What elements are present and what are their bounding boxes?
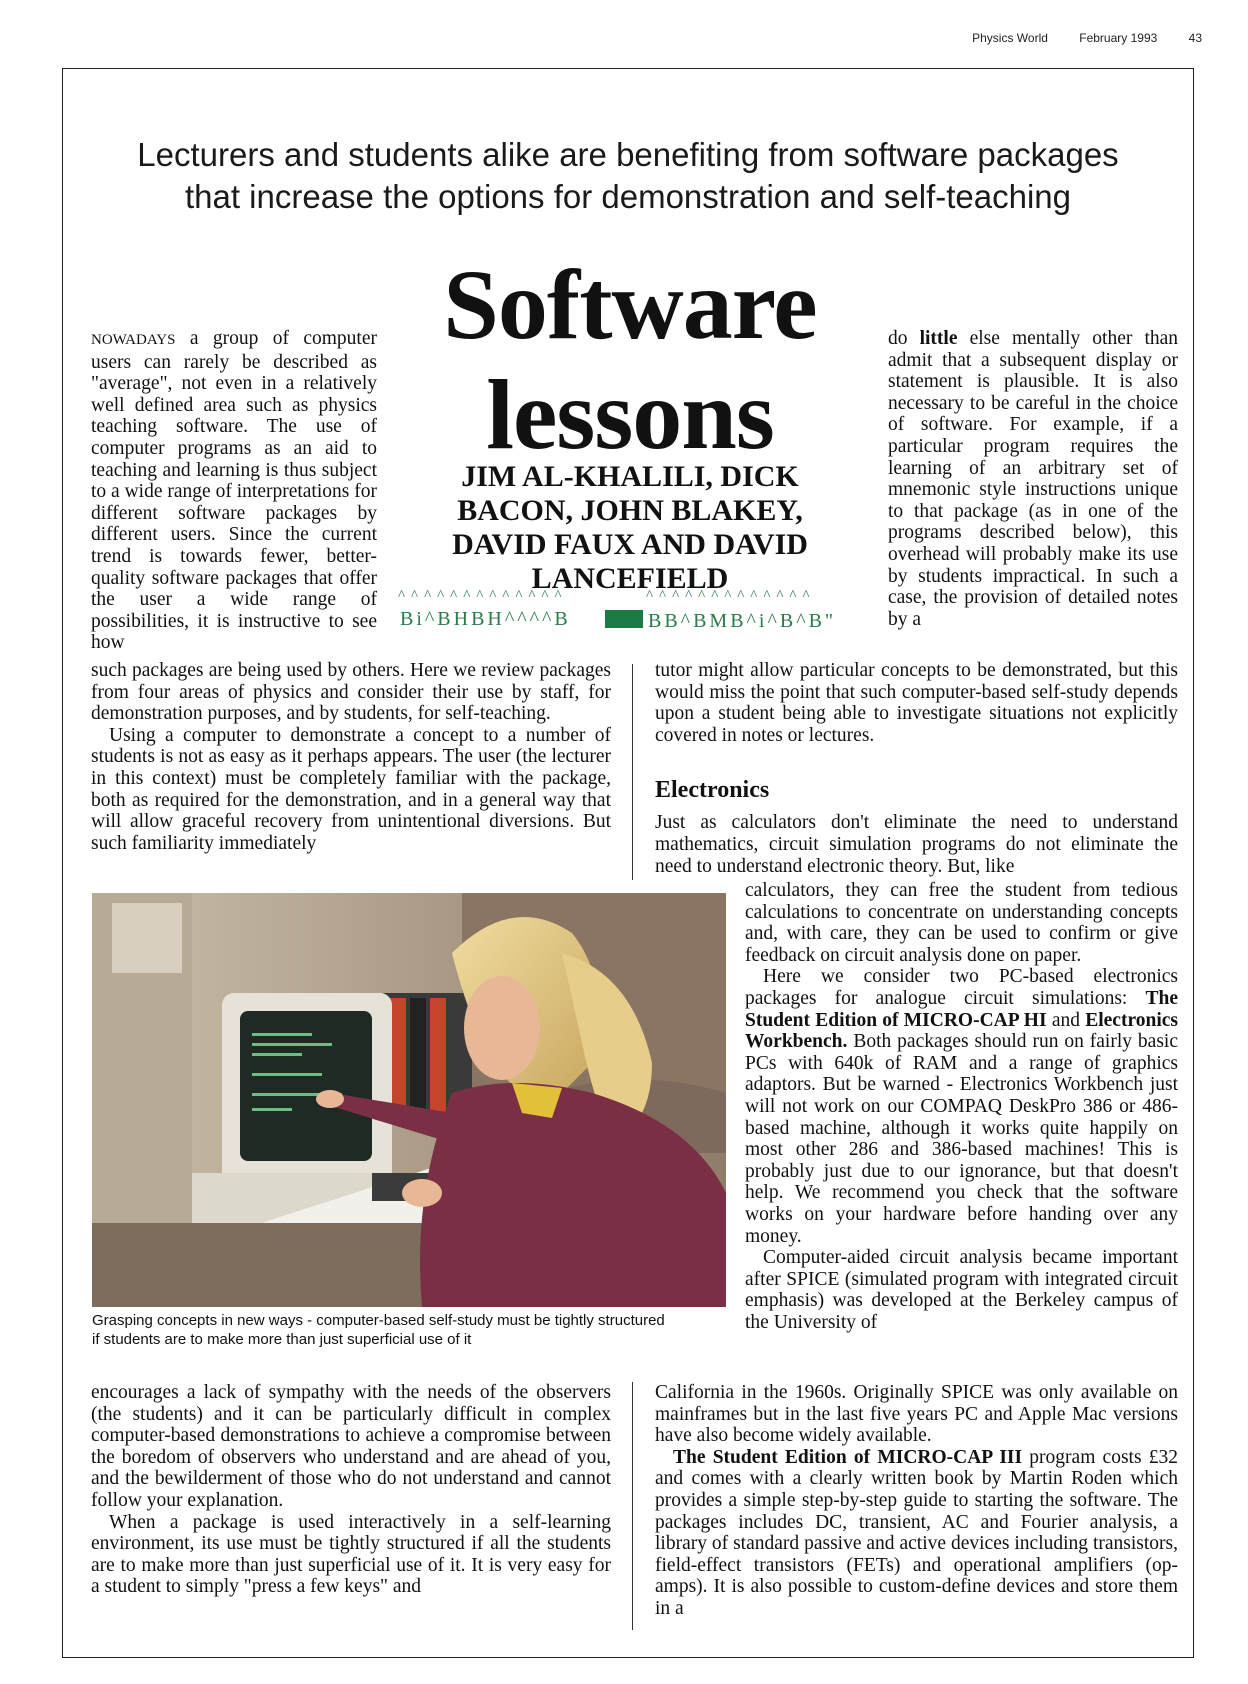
caption-line-1: Grasping concepts in new ways - computer-based self-study must be tightly structured bbox=[92, 1312, 665, 1329]
author-byline bbox=[400, 460, 860, 596]
text-run: else mentally other than admit that a subsequent display or statement is plausible. It is also necessary to be careful in the choice of software. For example, if a particular program requires the learning of an arbitrary set of mnemonic style instructions unique to that package (as in one of the programs described below), this overhead will probably make its use by students impractical. In such a case, the provision of detailed notes by a bbox=[888, 328, 1179, 630]
author-line: DAVID FAUX AND DAVID bbox=[452, 528, 808, 561]
right-photo-column bbox=[745, 880, 1178, 1333]
product-name: The Student Edition of MICRO-CAP HI bbox=[745, 987, 1178, 1031]
product-name: Electronics Workbench. bbox=[745, 1009, 1179, 1053]
emphasis: little bbox=[919, 328, 958, 349]
text-run: program costs £32 and comes with a clearly written book by Martin Roden which provides a simple step-by-step guide to starting the software. The packages includes DC, transient, AC and Fourier analysis, a library of standard passive and active devices including transistors, field-effect transistors (FETs) and operational amplifiers (op-amps). It is also possible to custom-define devices and store them in a bbox=[655, 1446, 1178, 1619]
author-line: BACON, JOHN BLAKEY, bbox=[457, 494, 803, 527]
standfirst-line-2: that increase the options for demonstration and self-teaching bbox=[184, 178, 1072, 215]
paragraph: Just as calculators don't eliminate the need to understand mathematics, circuit simulation programs do not eliminate the need to understand electronic theory. But, like bbox=[655, 812, 1178, 877]
column-divider bbox=[632, 664, 633, 880]
left-bottom-column bbox=[91, 1382, 611, 1598]
standfirst bbox=[70, 134, 1186, 218]
product-name: The Student Edition of MICRO-CAP III bbox=[673, 1446, 1023, 1468]
decoration-block bbox=[605, 610, 643, 628]
paragraph bbox=[745, 966, 1178, 1247]
right-bottom-column bbox=[655, 1382, 1178, 1620]
paragraph: encourages a lack of sympathy with the needs of the observers (the students) and it can be particularly difficult in complex computer-based demonstrations to achieve a compromise between the boredom of observers who understand and are ahead of you, and the bewilderment of those who do not understand and cannot follow your explanation. bbox=[91, 1382, 611, 1511]
decoration-garble-right: BB^BMB^i^B^B" bbox=[648, 610, 837, 632]
standfirst-line-1: Lecturers and students alike are benefiting from software packages bbox=[137, 136, 1119, 173]
student-at-computer-photo bbox=[92, 893, 726, 1307]
paragraph: California in the 1960s. Originally SPICE was only available on mainframes but in the last five years PC and Apple Mac versions have also become widely available. bbox=[655, 1382, 1178, 1447]
right-mid-column bbox=[655, 660, 1178, 877]
right-top-paragraph bbox=[888, 328, 1178, 630]
journal-name: Physics World bbox=[972, 31, 1048, 45]
title-line-1: Software bbox=[443, 249, 817, 360]
text-run: Both packages should run on fairly basic PCs with 640k of RAM and a range of graphics adaptors. But be warned - Electronics Workbench just will not work on our COMPAQ DeskPro 386 or 486-based machine, although it works quite happily on most other 286 and 386-based machines! This is probably just due to our ignorance, but that doesn't help. We recommend you check that the software works on your hardware before handing over any money. bbox=[745, 1031, 1178, 1247]
text-run: Here we consider two PC-based electronics packages for analogue circuit simulations: bbox=[745, 966, 1178, 1009]
paragraph: tutor might allow particular concepts to be demonstrated, but this would miss the point that such computer-based self-study depends upon a student being able to investigate situations not explicitly covered in notes or lectures. bbox=[655, 660, 1178, 746]
photo-caption bbox=[92, 1311, 732, 1349]
decoration-garble-left: Bi^BHBH^^^^B bbox=[400, 608, 571, 630]
author-line: JIM AL-KHALILI, DICK bbox=[461, 460, 799, 493]
page-number: 43 bbox=[1188, 31, 1202, 45]
text-run: do bbox=[888, 328, 920, 349]
paragraph: When a package is used interactively in a self-learning environment, its use must be tightly structured if all the students are to make more than just superficial use of it. It is very easy for a student to simply "press a few keys" and bbox=[91, 1511, 611, 1598]
paragraph: Computer-aided circuit analysis became important after SPICE (simulated program with integrated circuit emphasis) was developed at the Berkeley campus of the University of bbox=[745, 1247, 1178, 1333]
column-divider bbox=[632, 1382, 633, 1630]
paragraph: calculators, they can free the student from tedious calculations to concentrate on understanding concepts and, with care, they can be used to confirm or give feedback on circuit analysis done on paper. bbox=[745, 880, 1178, 966]
issue-date: February 1993 bbox=[1079, 31, 1158, 45]
caption-line-2: if students are to make more than just superficial use of it bbox=[92, 1331, 472, 1348]
author-line: LANCEFIELD bbox=[531, 562, 729, 595]
text-run: and bbox=[1046, 1009, 1086, 1031]
article-title bbox=[385, 250, 875, 470]
left-mid-column bbox=[91, 660, 611, 854]
decoration-carets-left: ^^^^^^^^^^^^^ bbox=[398, 588, 568, 604]
title-line-2: lessons bbox=[486, 359, 774, 470]
section-heading-electronics: Electronics bbox=[655, 777, 770, 804]
photo-illustration bbox=[92, 893, 726, 1307]
intro-paragraph bbox=[91, 328, 377, 654]
paragraph: such packages are being used by others. Here we review packages from four areas of physics and consider their use by staff, for demonstration purposes, and by students, for self-teaching. bbox=[91, 660, 611, 725]
decoration-carets-right: ^^^^^^^^^^^^^ bbox=[646, 588, 816, 604]
paragraph: Using a computer to demonstrate a concept to a number of students is not as easy as it perhaps appears. The user (the lecturer in this context) must be completely familiar with the package, both as required for the demonstration, and in a general way that will allow graceful recovery from unintentional diversions. But such familiarity immediately bbox=[91, 724, 611, 854]
paragraph bbox=[655, 1447, 1178, 1620]
intro-text: a group of computer users can rarely be described as "average", not even in a relatively well defined area such as physics teaching software. The use of computer programs as an aid to teaching and learning is thus subject to a wide range of interpretations for different software packages by different users. Since the current trend is towards fewer, better-quality software packages that offer the user a wide range of possibilities, it is instructive to see how bbox=[91, 328, 377, 654]
intro-lead: NOWADAYS bbox=[91, 332, 176, 348]
running-head bbox=[944, 31, 1202, 45]
